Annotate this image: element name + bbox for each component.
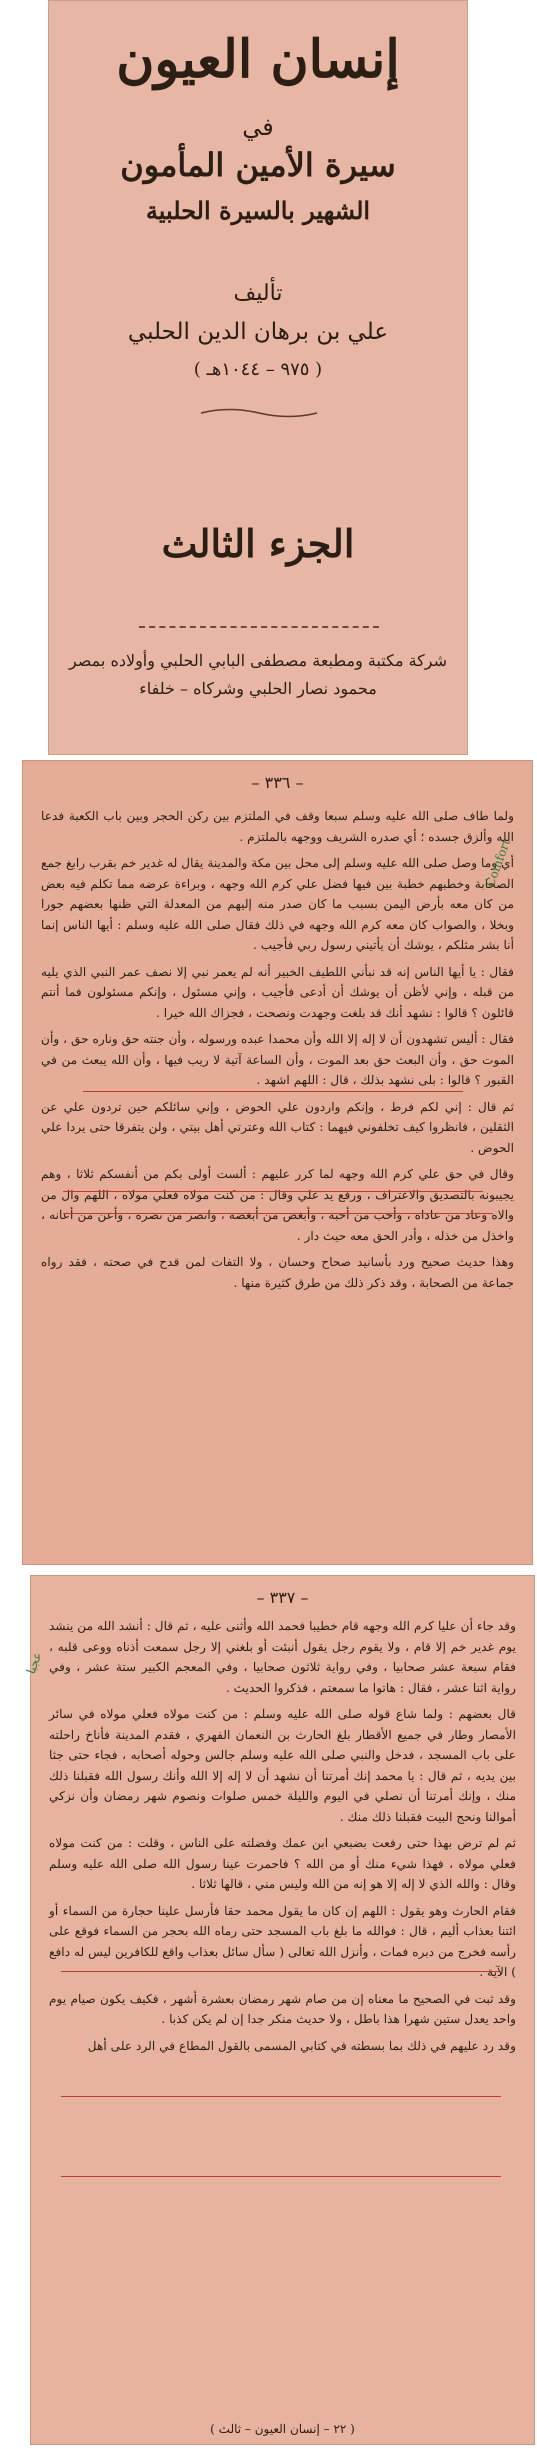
underline-mark [63, 1191, 483, 1192]
book-title: إنسان العيون [116, 29, 400, 90]
page-body [49, 1616, 516, 2062]
page-body [41, 806, 514, 1299]
text-page-336 [22, 760, 533, 1565]
divider-rule [139, 626, 379, 628]
paragraph: فقال : يا أيها الناس إنه قد نبأني اللطيف الخبير أنه لم يعمر نبي إلا نصف عمر النبي الذي يليه من قبله ، وإني لأظن أن يوشك أن أدعى فأجيب ، وإني مسئول ، وإنكم مسئولون فما أنتم قائلون ؟ قالوا : نشهد أنك قد بلغت وجهدت ونصحت ، فجزاك الله خيرا . [41, 964, 514, 1020]
author-name: علي بن برهان الدين الحلبي [127, 319, 389, 345]
paragraph: ولما طاف صلى الله عليه وسلم سبعا وقف في الملتزم بين ركن الحجر وبين باب الكعبة فدعا الله وألزق جسده ؛ أي صدره الشريف ووجهه بالملتزم . [41, 809, 514, 844]
underline-mark [61, 2096, 501, 2097]
underline-mark [61, 1971, 501, 1972]
volume-title: الجزء الثالث [161, 521, 355, 566]
underline-mark [83, 1091, 463, 1092]
publisher-line-secondary: محمود نصار الحلبي وشركاه – خلفاء [139, 679, 377, 698]
paragraph: وقد ثبت في الصحيح ما معناه إن من صام شهر رمضان بعشرة أشهر ، فكيف يكون صيام يوم واحد يعدل ستين شهرا هذا باطل ، ولا حديث منكر جدا إن لم يكن كذبا . [49, 1991, 516, 2026]
cover-page [48, 0, 468, 755]
paragraph: أي وما وصل صلى الله عليه وسلم إلى محل بين مكة والمدينة يقال له غدير خم بقرب رابغ جمع الصحابة وخطبهم خطبة بين فيها فضل علي كرم الله وجهه ، وبراءة عرضه مما تكلم فيه بعض من كان معه بأرض اليمن بسبب ما كان صدر منه إليهم من المعدلة التي ظنها بعضهم جورا وبخلا ، والصواب كان معه كرم الله وجهه في ذلك فقال صلى الله عليه وسلم : أيها الناس إنما أنا بشر مثلكم ، يوشك أن يأتيني رسول ربي فأجيب . [41, 856, 514, 952]
title-connector: في [242, 113, 274, 141]
paragraph: فقال : أليس تشهدون أن لا إله إلا الله وأن محمدا عبده ورسوله ، وأن جنته حق وناره حق ، وأن الموت حق ، وأن البعث حق بعد الموت ، وأن الساعة آتية لا ريب فيها ، وأن الله يبعث من في القبور ؟ قالوا : بلى نشهد بذلك ، قال : اللهم اشهد . [41, 1032, 514, 1087]
underline-mark [63, 1213, 493, 1214]
underline-mark [61, 2176, 501, 2177]
paragraph: قال بعضهم : ولما شاع قوله صلى الله عليه وسلم : من كنت مولاه فعلي مولاه في سائر الأمصار وطار في جميع الأقطار بلغ الحارث بن النعمان الفهري ، فقدم المدينة فأناخ راحلته على باب المسجد ، فدخل والنبي صلى الله عليه وسلم جالس وحوله أصحابه ، فجاء حتى جثا بين يديه ، ثم قال : يا محمد إنك أمرتنا أن نشهد أن لا إله إلا الله وأنك رسول الله فقبلنا ذلك منك ، وإنك أمرتنا أن نصلي في اليوم والليلة خمس صلوات ونصوم شهر رمضان وأن نزكي أموالنا ونحج البيت فقبلنا ذلك منك . [49, 1707, 516, 1824]
ornament-divider-icon [199, 406, 319, 420]
author-label: تأليف [233, 281, 283, 306]
author-dates: ( ٩٧٥ – ١٠٤٤هـ ) [193, 359, 323, 380]
paragraph: ثم لم ترض بهذا حتى رفعت بضبعي ابن عمك وفضلته على الناس ، وقلت : من كنت مولاه فعلي مولاه ، فهذا شيء منك أو من الله ؟ فاحمرت عينا رسول الله صلى الله عليه وسلم وقال : والله الذي لا إله إلا هو إنه من الله وليس مني ، قالها ثلاثا . [49, 1836, 516, 1891]
paragraph: وقال في حق علي كرم الله وجهه لما كرر عليهم : ألست أولى بكم من أنفسكم ثلاثا ، وهم يجيبونه بالتصديق والاعتراف ، ورفع يد علي وقال : من كنت مولاه فعلي مولاه ، اللهم وال من والاه وعاد من عاداه ، وأحب من أحبه ، وأبغض من أبغضه ، وانصر من نصره ، وأعن من أعانه ، واخذل من خذله ، وأدر الحق معه حيث دار . [41, 1167, 514, 1243]
handwritten-margin-note: عجبا [23, 1650, 45, 1676]
paragraph: وقد رد عليهم في ذلك بما بسطته في كتابي المسمى بالقول المطاع في الرد على أهل [87, 2038, 516, 2053]
paragraph: ثم قال : إني لكم فرط ، وإنكم واردون علي الحوض ، وإني سائلكم حين تردون علي عن الثقلين ، فانظروا كيف تخلفوني فيهما : كتاب الله وعترتي أهل بيتي ، ولن يتفرقا حتى يردا علي الحوض . [41, 1099, 514, 1155]
publisher-line: شركة مكتبة ومطبعة مصطفى البابي الحلبي وأولاده بمصر [68, 651, 448, 670]
book-subtitle-secondary: الشهير بالسيرة الحلبية [145, 196, 371, 225]
paragraph: فقام الحارث وهو يقول : اللهم إن كان ما يقول محمد حقا فأرسل علينا حجارة من السماء أو ائتنا بعذاب أليم ، قال : فوالله ما بلغ باب المسجد حتى رماه الله بحجر من السماء فوقع على رأسه فخرج من دبره فمات ، وأنزل الله تعالى ( سأل سائل بعذاب واقع للكافرين ليس له دافع ) الآية . [49, 1903, 516, 1979]
paragraph: وقد جاء أن عليا كرم الله وجهه قام خطيبا فحمد الله وأثنى عليه ، ثم قال : أنشد الله من ينشد يوم غدير خم إلا قام ، ولا يقوم رجل يقول أنبئت أو بلغني إلا رجل سمعت أذناه ووعى قلبه ، فقام سبعة عشر صحابيا ، وفي رواية ثلاثون صحابيا ، وفي المعجم الكبير ستة عشر ، وفي رواية اثنا عشر ، فقال : هاتوا ما سمعتم ، فذكروا الحديث . [49, 1619, 516, 1695]
page-footer: ( ٢٢ – إنسان العيون – ثالث ) [210, 2422, 355, 2436]
page-number: – ٣٣٦ – [251, 773, 304, 792]
paragraph: وهذا حديث صحيح ورد بأسانيد صحاح وحسان ، ولا التفات لمن قدح في صحته ، فقد رواه جماعة من الصحابة ، وقد ذكر ذلك من طرق كثيرة منها . [41, 1255, 514, 1290]
handwritten-margin-note: Comfort [482, 837, 514, 889]
text-page-337 [23, 1575, 535, 2445]
page-number: – ٣٣٧ – [256, 1588, 309, 1607]
book-subtitle: سيرة الأمين المأمون [120, 146, 396, 184]
